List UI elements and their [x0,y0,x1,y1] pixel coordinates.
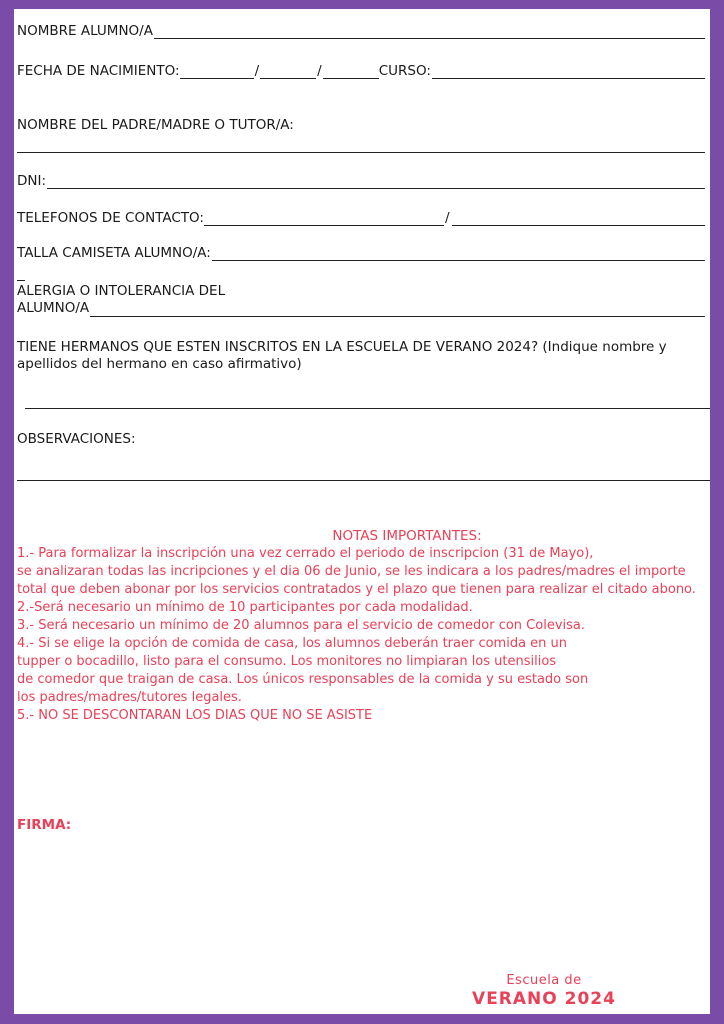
allergy-row [17,300,705,317]
student-name-row [17,23,705,39]
note-item: 5.- NO SE DESCONTARAN LOS DIAS QUE NO SE ASISTE [17,708,373,723]
dni-field[interactable] [47,176,705,189]
note-item: 3.- Será necesario un mínimo de 20 alumnos para el servicio de comedor con Colevisa. [17,618,585,633]
siblings-question: TIENE HERMANOS QUE ESTEN INSCRITOS EN LA ESCUELA DE VERANO 2024? (Indique nombre y apellidos del hermano en caso afirmativo) [17,339,667,372]
birthdate-label: FECHA DE NACIMIENTO: [17,63,180,79]
summer-school-logo [459,973,629,1009]
note-item: 2.-Será necesario un mínimo de 10 participantes por cada modalidad. [17,600,473,615]
observations-row [17,431,136,447]
parent-row [17,117,294,133]
dni-label: DNI: [17,173,47,189]
observations-label: OBSERVACIONES: [17,431,136,447]
signature-label: FIRMA: [17,817,72,833]
note-item: 1.- Para formalizar la inscripción una vez cerrado el periodo de inscripcion (31 de Mayo), se analizaran todas las incripciones y el dia 06 de Junio, se les indicara a los padres/madres el importe total que deben abonar por los servicios contratados y el plazo que tienen para realizar el citado abono. [17,546,696,597]
birth-day-field[interactable] [180,66,254,79]
parent-name-field[interactable] [17,151,705,153]
allergy-label-line2: ALUMNO/A [17,300,90,316]
phone-2-field[interactable] [452,213,705,226]
tshirt-label: TALLA CAMISETA ALUMNO/A: [17,245,211,261]
tshirt-row [17,245,705,261]
student-name-field[interactable] [154,26,705,39]
date-separator: / [254,63,260,79]
student-name-label: NOMBRE ALUMNO/A [17,23,153,39]
birth-year-field[interactable] [323,66,379,79]
important-notes [17,527,707,725]
logo-top-text: Escuela de [506,973,582,988]
tshirt-line-overflow [17,279,25,281]
notes-title: NOTAS IMPORTANTES: [332,528,482,544]
tshirt-size-field[interactable] [212,248,705,261]
date-separator: / [317,63,322,79]
note-item: 4.- Si se elige la opción de comida de casa, los alumnos deberán traer comida en un tupper o bocadillo, listo para el consumo. Los monitores no limpiaran los utensilios de comedor que traigan de casa. Los únicos responsables de la comida y su estado son los padres/madres/tutores legales. [17,636,589,705]
birthdate-row [17,63,705,79]
phone-1-field[interactable] [204,213,444,226]
course-label: CURSO: [378,63,431,79]
birth-month-field[interactable] [260,66,316,79]
observations-field[interactable] [17,479,712,481]
dni-row [17,173,705,189]
phones-separator: / [444,210,450,226]
allergy-label-line1: ALERGIA O INTOLERANCIA DEL [17,283,226,299]
logo-bottom-text: VERANO 2024 [472,989,616,1009]
course-field[interactable] [432,66,705,79]
allergy-field[interactable] [90,304,705,317]
phones-row [17,210,705,226]
siblings-field[interactable] [25,407,710,409]
parent-label: NOMBRE DEL PADRE/MADRE O TUTOR/A: [17,117,294,133]
allergy-block [17,283,705,317]
phones-label: TELEFONOS DE CONTACTO: [17,210,204,226]
